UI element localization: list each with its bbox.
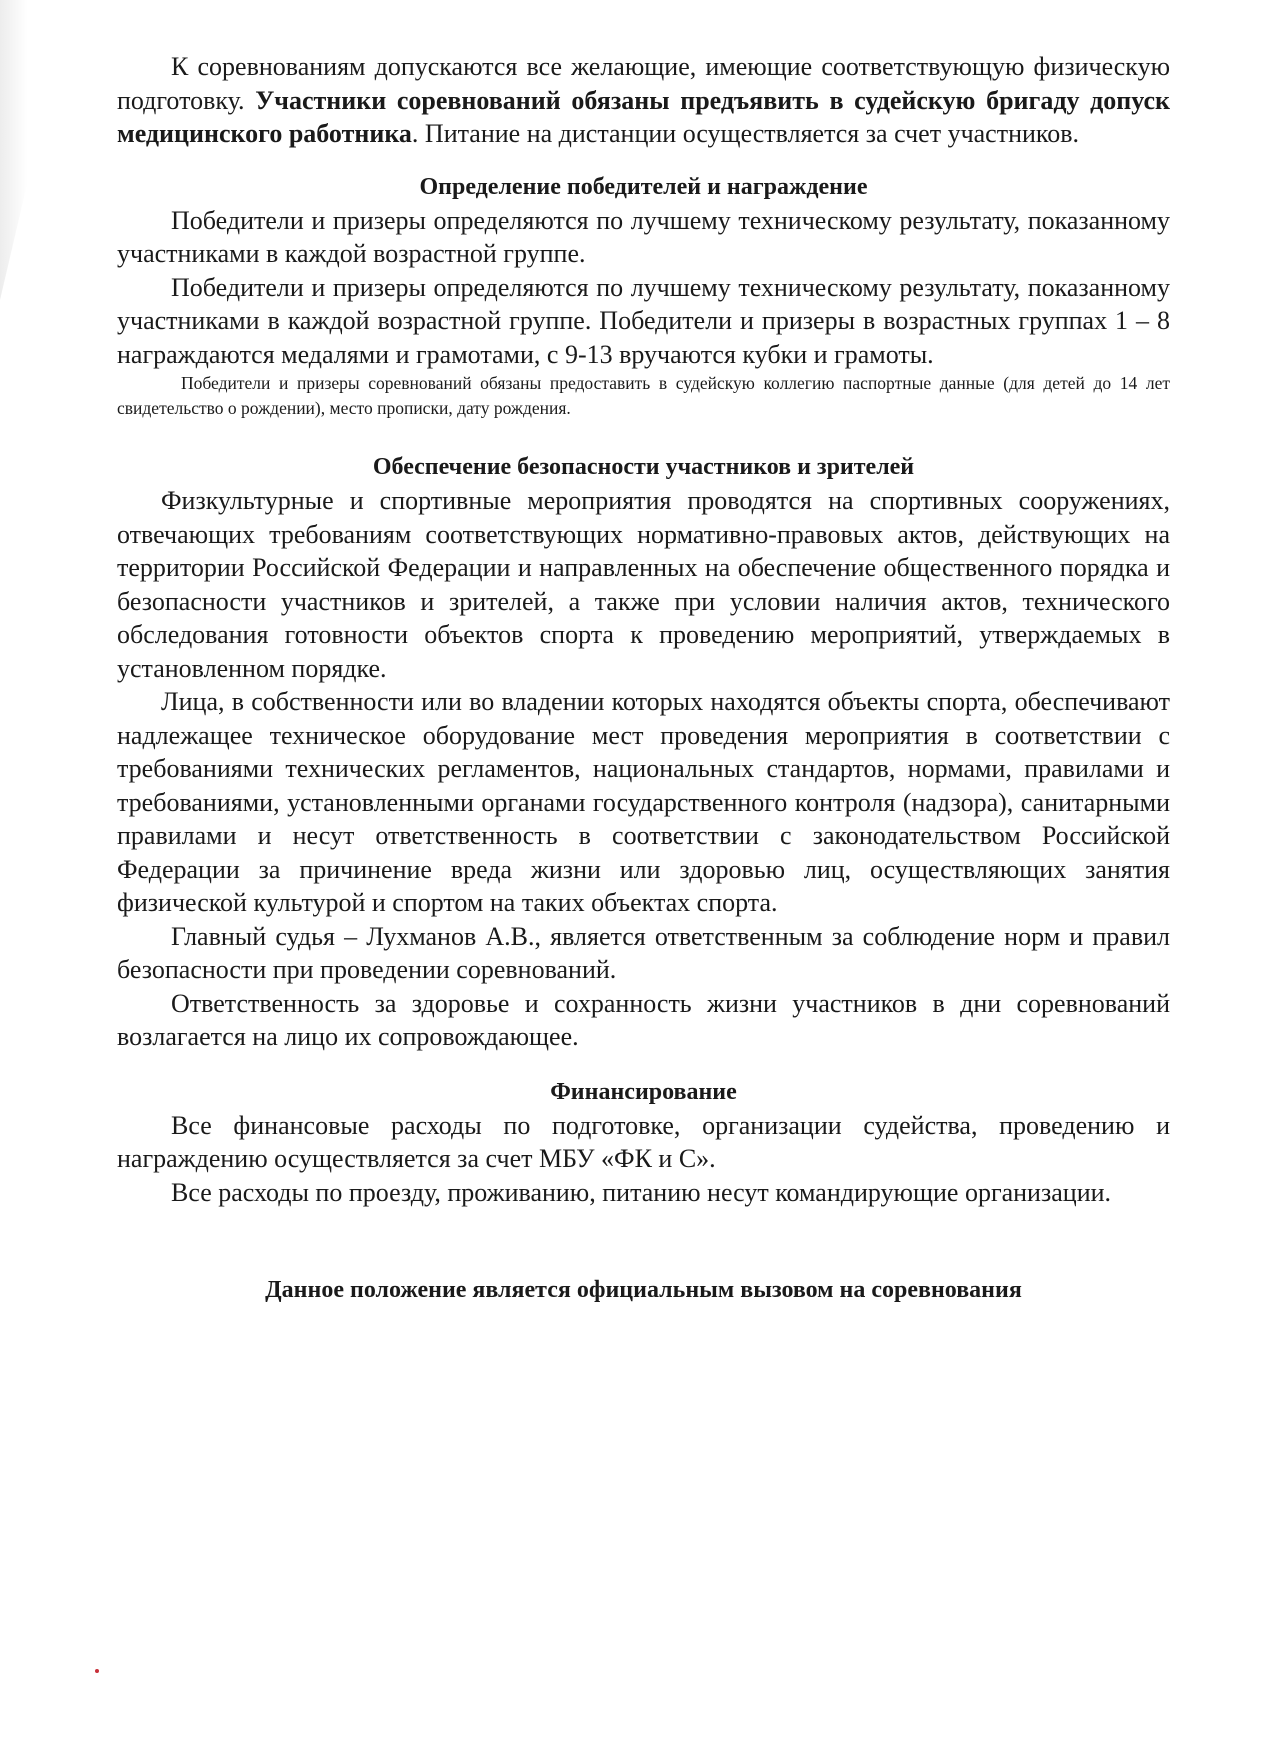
finance-paragraph-1: Все финансовые расходы по подготовке, организации судейства, проведению и награждению осуществляется за счет МБУ «ФК и С». [117, 1110, 1170, 1173]
safety-paragraph-3: Главный судья – Лухманов А.В., является ответственным за соблюдение норм и правил безопасности при проведении соревнований. [117, 921, 1170, 984]
safety-paragraph-4: Ответственность за здоровье и сохранность жизни участников в дни соревнований возлагается на лицо их сопровождающее. [117, 988, 1170, 1051]
finance-paragraph-2: Все расходы по проезду, проживанию, питанию несут командирующие организации. [171, 1177, 1112, 1207]
scan-corner-shadow [0, 0, 28, 300]
document-body [117, 50, 1170, 1307]
safety-heading: Обеспечение безопасности участников и зрителей [372, 454, 915, 480]
intro-bold-text: Участники соревнований обязаны предъявить в судейскую бригаду допуск медицинского работника [117, 85, 1171, 148]
closing-statement: Данное положение является официальным вызовом на соревнования [265, 1277, 1022, 1303]
intro-text-2: . Питание на дистанции осуществляется за счет участников. [411, 119, 1079, 148]
winners-note: Победители и призеры соревнований обязаны предоставить в судейскую коллегию паспортные данные (для детей до 14 лет свидетельство о рождении), место прописки, дату рождения. [117, 373, 1170, 418]
intro-paragraph [117, 50, 1170, 151]
winners-heading: Определение победителей и награждение [419, 173, 868, 200]
scan-mark [95, 1669, 99, 1673]
safety-paragraph-1: Физкультурные и спортивные мероприятия проводятся на спортивных сооружениях, отвечающих требованиям соответствующих нормативно-правовых актов, действующих на территории Российской Федерации и направленных на обеспечение общественного порядка и безопасности участников и зрителей, а также при условии наличия актов, технического обследования готовности объектов спорта к проведению мероприятий, утверждаемых в установленном порядке. [117, 486, 1170, 683]
winners-paragraph-2: Победители и призеры определяются по лучшему техническому результату, показанному участниками в каждой возрастной группе. Победители и призеры в возрастных группах 1 – 8 награждаются медалями и грамотами, с 9-13 вручаются кубки и грамоты. [117, 272, 1170, 369]
finance-heading: Финансирование [550, 1078, 737, 1105]
winners-paragraph-1: Победители и призеры определяются по лучшему техническому результату, показанному участниками в каждой возрастной группе. [117, 205, 1170, 268]
intro-text-1: К соревнованиям допускаются все желающие, имеющие соответствующую физическую подготовку. [117, 52, 1170, 115]
safety-paragraph-2: Лица, в собственности или во владении которых находятся объекты спорта, обеспечивают надлежащее техническое оборудование мест проведения мероприятия в соответствии с требованиями технических регламентов, национальных стандартов, нормами, правилами и требованиями, установленными органами государственного контроля (надзора), санитарными правилами и несут ответственность в соответствии с законодательством Российской Федерации за причинение вреда жизни или здоровью лиц, осуществляющих занятия физической культурой и спортом на таких объектах спорта. [117, 687, 1170, 917]
